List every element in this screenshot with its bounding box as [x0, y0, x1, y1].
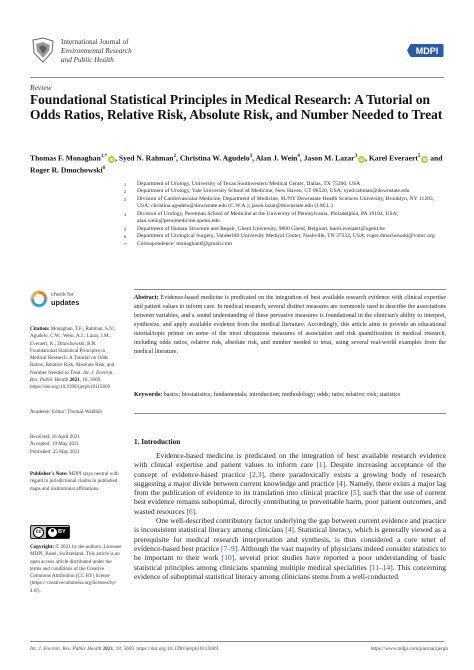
reference-link[interactable]: [4]: [336, 478, 346, 488]
author-list: [30, 152, 448, 175]
author-name: Roger R. Dmochowski: [30, 165, 103, 175]
author-name: Karel Everaert: [368, 153, 418, 163]
author-name: Syed N. Rahman: [118, 153, 174, 163]
author-name: Christina W. Agudelo: [179, 153, 250, 163]
author-affiliation-marker: 6: [102, 165, 106, 171]
footer-rule: [30, 641, 444, 642]
by-label: BY: [58, 529, 66, 535]
affiliation-number: 1: [124, 182, 127, 187]
reference-link[interactable]: [6]: [186, 506, 196, 516]
publisher-note-label: Publisher's Note:: [30, 471, 68, 477]
affiliation-number: 4: [124, 211, 127, 217]
abstract-top-rule: [134, 289, 446, 290]
published-date: Published: 25 May 2021: [30, 448, 80, 455]
accepted-date: Accepted: 19 May 2021: [30, 441, 80, 448]
intro-paragraph-2: [134, 516, 446, 581]
journal-name-line3: and Public Health: [61, 56, 114, 64]
received-date: Received: 16 April 2021: [30, 434, 80, 440]
copyright-text: © 2021 by the authors. Licensee MDPI, Basel, Switzerland. This article is an open access article distributed under the terms and conditions of the Creative Commons Attribution (CC BY) license (https:// creativecommons.org/licenses/by/ 4.0/).: [30, 544, 122, 594]
author-affiliation-marker: 2: [173, 154, 177, 159]
by-icon: [46, 527, 69, 538]
author-name: Jason M. Lazar: [303, 153, 355, 163]
reference-link[interactable]: [1]: [316, 460, 326, 470]
citation-label: Citation:: [30, 326, 50, 332]
abstract-label: Abstract:: [134, 295, 159, 301]
footer-journal: Int. J. Environ. Res. Public Health: [30, 646, 102, 652]
publisher-note: [30, 471, 122, 493]
intro-text: .: [195, 506, 198, 516]
author-affiliation-marker: 3: [354, 154, 358, 159]
intro-text: One well-described contributory factor underlying the gap between current evidence and practice is inconsistent statistical literacy among clinicians: [134, 516, 446, 535]
affiliation-item: [124, 233, 444, 240]
footer-year: 2021: [102, 646, 114, 652]
intro-text: Evidence-based medicine is predicated on the integration of best available research evidence with clinical expertise and patient values to inform care: [134, 451, 446, 470]
affiliation-number: 5: [124, 226, 127, 232]
author-separator: ,: [365, 153, 369, 163]
cc-icon: cc: [33, 527, 44, 538]
header-rule: [30, 77, 444, 78]
affiliation-number: 3: [124, 196, 127, 202]
orcid-icon[interactable]: iD: [422, 156, 428, 162]
keywords-text: basics; biostatistics; fundamentals; introduction; methodology; odds; ratio; relative; risk; statistics: [163, 392, 401, 398]
affiliation-item: [124, 211, 444, 226]
abstract-text: Evidence-based medicine is predicated on the integration of best available research evidence with clinical expertise and patient values to inform care. In medical research, several distinct measures are commonly used to describe the associations between variables, and a sound understanding of these pervasive measures is foundational in the clinician's ability to interpret, synthesize, and apply available evidence from the medical literature. Accordingly, this article aims to provide an educational tutorial/topic primer on some of the most ubiquitous measures of association and risk quantification in medical research, including odds ratios, relative risk, absolute risk, and number needed to treat, using several real-world examples from the medical literature.: [134, 295, 447, 356]
reference-link[interactable]: [10]: [221, 553, 235, 563]
journal-logo-icon: [30, 36, 56, 66]
affiliation-item: [124, 196, 444, 211]
author-affiliation-marker: 4: [297, 154, 300, 159]
affiliation-item: [124, 241, 444, 248]
article-type: Review: [30, 83, 52, 92]
journal-name-line1: International Journal of: [61, 38, 129, 46]
copyright-label: Copyright:: [30, 544, 55, 550]
check-for-updates-button[interactable]: [30, 290, 110, 316]
affiliation-number: *: [124, 241, 127, 247]
author-affiliation-marker: 5: [417, 154, 421, 159]
check-updates-line1: check for: [51, 292, 74, 298]
intro-text: . Despite increasing acceptance of the concept of evidence-based practice: [134, 460, 446, 479]
affiliation-text: Division of Cardiovascular Medicine, Department of Medicine, SUNY Downstate Health Sciences University, Brooklyn, NY 11203, USA; christina.agudelo@downstate.edu (C.W.A.); jason.lazar@downstate.edu (J.M.L.): [137, 195, 435, 210]
intro-text: . This concerning evidence of suboptimal statistical literacy among clinicians stems from a well-conducted: [134, 562, 446, 581]
check-updates-line2: updates: [51, 298, 80, 307]
author-name: Thomas F. Monaghan: [30, 153, 101, 163]
author-separator: ,: [299, 153, 304, 163]
journal-name-line2: Environmental Research: [61, 47, 132, 55]
affiliation-number: 2: [124, 189, 127, 195]
reference-link[interactable]: [5]: [350, 488, 360, 498]
author-separator: ,: [115, 153, 119, 163]
introduction-body: [134, 451, 446, 581]
section-heading: 1. Introduction: [134, 438, 181, 446]
affiliation-text: Department of Human Structure and Repair, Ghent University, 9000 Ghent, Belgium; karel.everaert@ugent.be: [137, 225, 385, 232]
article-title: Foundational Statistical Principles in Medical Research: A Tutorial on Odds Ratios, Relative Risk, Absolute Risk, and Number Needed to Treat: [30, 92, 443, 122]
affiliation-text: Department of Urological Surgery, Vanderbilt University Medical Center, Nashville, TN 37232, USA; roger.dmochowski@vumc.org: [137, 233, 435, 240]
citation-text: Monaghan, T.F.; Rahman, S.N.; Agudelo, C.W.; Wein, A.J.; Lazar, J.M.; Everaert, K.; Dmochowski, R.R. Foundational Statistical Principles in Medical Research: A Tutorial on Odds Ratios, Relative Risk, Absolute Risk, and Number Needed to Treat.: [30, 326, 116, 376]
intro-paragraph-1: [134, 451, 446, 516]
journal-header: [30, 36, 450, 72]
academic-editor: Academic Editor: Thomas Waldhör: [30, 409, 103, 415]
cc-by-license-badge[interactable]: [30, 525, 70, 539]
affiliation-item: [124, 188, 444, 195]
intro-text: , several prior studies have reported a poor understanding of basic statistical principles among clinicians spanning multiple medical specialities: [134, 553, 447, 572]
footer-journal-link[interactable]: https://www.mdpi.com/journal/ijerph: [370, 646, 448, 652]
orcid-icon[interactable]: iD: [359, 156, 364, 162]
publisher-note-text: MDPI stays neutral with regard to jurisdictional claims in published maps and institutional affiliations.: [30, 471, 119, 492]
journal-name: [61, 38, 132, 65]
footer-doi-link[interactable]: , 18, 5669. https://doi.org/10.3390/ijerph18115669: [113, 646, 218, 652]
reference-link[interactable]: [4]: [285, 525, 294, 535]
mdpi-logo: [407, 43, 444, 58]
keywords-bottom-rule: [134, 413, 446, 414]
intro-text: . Statistical literacy, which is generally viewed as a prerequisite for medical research interpretation and synthesis, is thus considered a core tenet of evidence-based best practice: [134, 525, 446, 553]
citation-block: [30, 326, 122, 392]
intro-text: , there paradoxically exists a growing body of research suggesting a major divide between current knowledge and practice: [134, 469, 446, 488]
citation-journal: Int. J. Environ. Res. Public Health: [30, 369, 114, 384]
copyright-block: [30, 544, 122, 595]
author-separator: ,: [252, 153, 256, 163]
affiliation-text: Department of Urology, University of Texas Southwestern Medical Center, Dallas, TX 75390, USA: [137, 181, 361, 187]
affiliation-number: 6: [124, 234, 127, 240]
check-updates-icon: [30, 290, 48, 308]
affiliations: [124, 181, 444, 248]
footer-citation: [30, 646, 218, 652]
reference-link[interactable]: [11–14]: [369, 562, 393, 572]
affiliation-text: Division of Urology, Perelman School of Medicine at the University of Pennsylvania, Philadelphia, PA 19104, USA; alan.wein@pennmedicine.upenn.edu: [137, 210, 399, 225]
dates-block: [30, 434, 122, 456]
intro-text: , such that the use of current best evidence remains suboptimal, directly contributing to preventable harm, poor patient outcomes, and wasted resources: [134, 488, 446, 516]
intro-text: . Namely, there exists a major lag from the publication of evidence to its translation into clinical practice: [134, 478, 446, 498]
author-name: Alan J. Wein: [255, 153, 298, 163]
citation-year: 2021: [69, 377, 80, 384]
author-separator: ,: [176, 153, 180, 163]
affiliation-text: Correspondence: monaghantf@gmail.com: [137, 240, 232, 247]
publisher-name: MDPI: [415, 46, 439, 56]
reference-link[interactable]: [2,3]: [249, 469, 264, 479]
keywords: [134, 391, 446, 400]
keywords-label: Keywords:: [134, 392, 163, 398]
abstract: [134, 294, 446, 357]
author-affiliation-marker: 1,*: [100, 154, 108, 159]
intro-text: . Although the vast majority of physicians indeed consider statistics to be important to their work: [134, 543, 446, 563]
affiliation-text: Department of Urology, Yale University School of Medicine, New Haven, CT 06520, USA; syed.rahman@downstate.edu: [137, 188, 410, 195]
attribution-person-icon: [48, 528, 57, 537]
author-separator: and: [428, 153, 443, 163]
author-affiliation-marker: 3: [249, 154, 253, 159]
citation-doi-link[interactable]: , 18, 5669. https://doi.org/10.3390/ijerph18115669: [30, 377, 111, 391]
reference-link[interactable]: [7–9]: [221, 543, 238, 553]
orcid-icon[interactable]: iD: [109, 156, 114, 162]
